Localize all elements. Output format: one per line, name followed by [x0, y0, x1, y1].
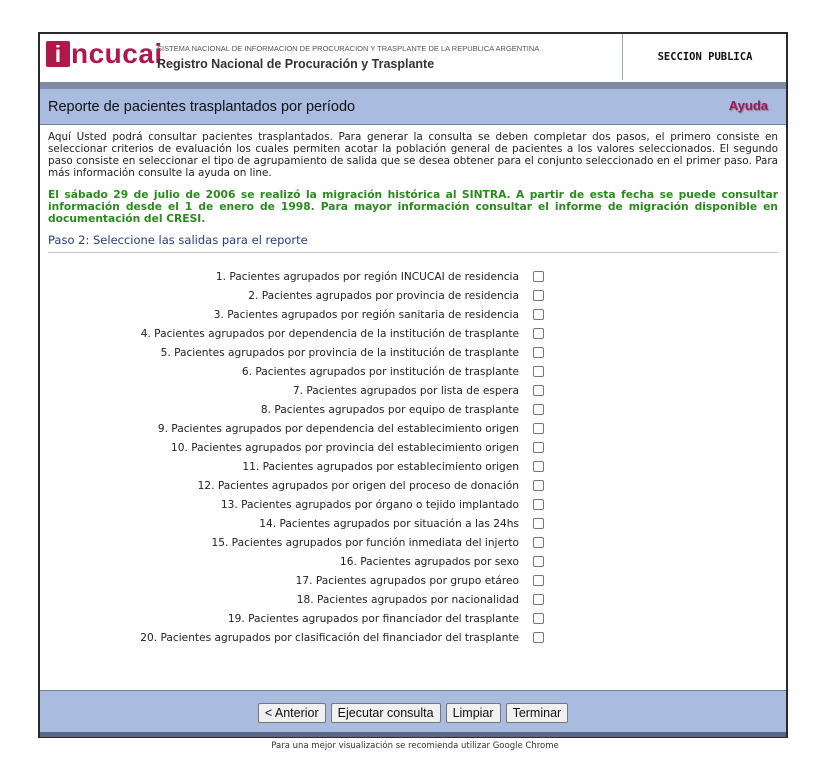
footer-bar [40, 690, 786, 736]
output-option-row [48, 269, 778, 288]
logo-text: ncucai [71, 38, 163, 69]
output-option-label: 1. Pacientes agrupados por región INCUCAI de residencia [215, 271, 519, 283]
output-option-checkbox[interactable] [533, 385, 544, 396]
output-option-row [48, 383, 778, 402]
output-option-label: 5. Pacientes agrupados por provincia de la institución de trasplante [160, 347, 519, 359]
output-option-checkbox[interactable] [533, 309, 544, 320]
output-option-checkbox[interactable] [533, 480, 544, 491]
output-option-checkbox[interactable] [533, 404, 544, 415]
output-option-label: 11. Pacientes agrupados por establecimiento origen [242, 461, 519, 473]
output-option-row [48, 345, 778, 364]
output-option-checkbox[interactable] [533, 632, 544, 643]
output-option-label: 16. Pacientes agrupados por sexo [340, 556, 519, 568]
page-title: Reporte de pacientes trasplantados por período [48, 99, 356, 115]
output-option-row [48, 554, 778, 573]
output-option-checkbox[interactable] [533, 499, 544, 510]
output-option-label: 10. Pacientes agrupados por provincia del establecimiento origen [170, 442, 519, 454]
output-option-label: 15. Pacientes agrupados por función inmediata del injerto [211, 537, 519, 549]
button-row [40, 703, 786, 723]
org-title: Registro Nacional de Procuración y Trasplante [157, 57, 435, 71]
main-frame [38, 32, 788, 738]
step-heading: Paso 2: Seleccione las salidas para el reporte [48, 233, 778, 253]
output-option-label: 14. Pacientes agrupados por situación a las 24hs [259, 518, 519, 530]
output-option-label: 17. Pacientes agrupados por grupo etáreo [295, 575, 519, 587]
output-option-checkbox[interactable] [533, 594, 544, 605]
output-option-row [48, 421, 778, 440]
options-list [48, 269, 778, 649]
logo-mark: i [46, 41, 70, 67]
section-label: SECCION PUBLICA [622, 34, 787, 80]
output-option-checkbox[interactable] [533, 290, 544, 301]
output-option-row [48, 535, 778, 554]
output-option-label: 18. Pacientes agrupados por nacionalidad [296, 594, 519, 606]
output-option-row [48, 364, 778, 383]
output-option-row [48, 402, 778, 421]
header [40, 34, 786, 82]
previous-button[interactable]: < Anterior [258, 703, 326, 723]
output-option-label: 13. Pacientes agrupados por órgano o tejido implantado [220, 499, 519, 511]
title-bar [40, 89, 786, 125]
output-option-row [48, 497, 778, 516]
output-option-label: 3. Pacientes agrupados por región sanitaria de residencia [213, 309, 519, 321]
output-option-label: 4. Pacientes agrupados por dependencia de la institución de trasplante [140, 328, 519, 340]
output-option-checkbox[interactable] [533, 613, 544, 624]
output-option-row [48, 288, 778, 307]
output-option-row [48, 573, 778, 592]
browser-recommendation: Para una mejor visualización se recomienda utilizar Google Chrome [271, 741, 559, 751]
output-option-label: 9. Pacientes agrupados por dependencia del establecimiento origen [157, 423, 519, 435]
output-option-row [48, 516, 778, 535]
output-option-row [48, 478, 778, 497]
output-option-checkbox[interactable] [533, 271, 544, 282]
output-option-label: 6. Pacientes agrupados por institución de trasplante [241, 366, 519, 378]
help-link[interactable]: Ayuda [728, 98, 768, 113]
output-option-label: 7. Pacientes agrupados por lista de espera [292, 385, 519, 397]
incucai-logo [46, 38, 163, 69]
output-option-label: 8. Pacientes agrupados por equipo de trasplante [260, 404, 519, 416]
output-option-label: 2. Pacientes agrupados por provincia de residencia [248, 290, 519, 302]
migration-notice: El sábado 29 de julio de 2006 se realizó la migración histórica al SINTRA. A partir de esta fecha se puede consultar información desde el 1 de enero de 1998. Para mayor información consultar el informe de migración disponible en documentación del CRESI. [48, 188, 778, 225]
output-option-row [48, 440, 778, 459]
intro-text: Aquí Usted podrá consultar pacientes trasplantados. Para generar la consulta se deben completar dos pasos, el primero consiste en seleccionar criterios de evaluación los cuales permiten acotar la población general de pacientes a los valores seleccionados. El segundo paso consiste en seleccionar el tipo de agrupamiento de salida que se desea obtener para el conjunto seleccionado en el primer paso. Para más información consulte la ayuda on line. [48, 131, 778, 179]
output-option-checkbox[interactable] [533, 518, 544, 529]
output-option-row [48, 592, 778, 611]
output-option-checkbox[interactable] [533, 461, 544, 472]
footer-strip [40, 732, 786, 737]
clear-button[interactable]: Limpiar [446, 703, 501, 723]
output-option-checkbox[interactable] [533, 328, 544, 339]
output-option-label: 12. Pacientes agrupados por origen del proceso de donación [197, 480, 519, 492]
output-option-checkbox[interactable] [533, 556, 544, 567]
output-option-row [48, 307, 778, 326]
output-option-row [48, 630, 778, 649]
output-option-row [48, 326, 778, 345]
header-strip [40, 82, 786, 89]
output-option-checkbox[interactable] [533, 575, 544, 586]
content [40, 125, 786, 649]
output-option-checkbox[interactable] [533, 366, 544, 377]
output-option-label: 20. Pacientes agrupados por clasificación del financiador del trasplante [140, 632, 519, 644]
output-option-checkbox[interactable] [533, 537, 544, 548]
output-option-checkbox[interactable] [533, 347, 544, 358]
finish-button[interactable]: Terminar [506, 703, 569, 723]
execute-query-button[interactable]: Ejecutar consulta [331, 703, 441, 723]
output-option-checkbox[interactable] [533, 442, 544, 453]
output-option-row [48, 459, 778, 478]
output-option-row [48, 611, 778, 630]
output-option-checkbox[interactable] [533, 423, 544, 434]
output-option-label: 19. Pacientes agrupados por financiador del trasplante [227, 613, 519, 625]
org-subtitle: SISTEMA NACIONAL DE INFORMACION DE PROCURACION Y TRASPLANTE DE LA REPUBLICA ARGENTINA [157, 44, 540, 53]
